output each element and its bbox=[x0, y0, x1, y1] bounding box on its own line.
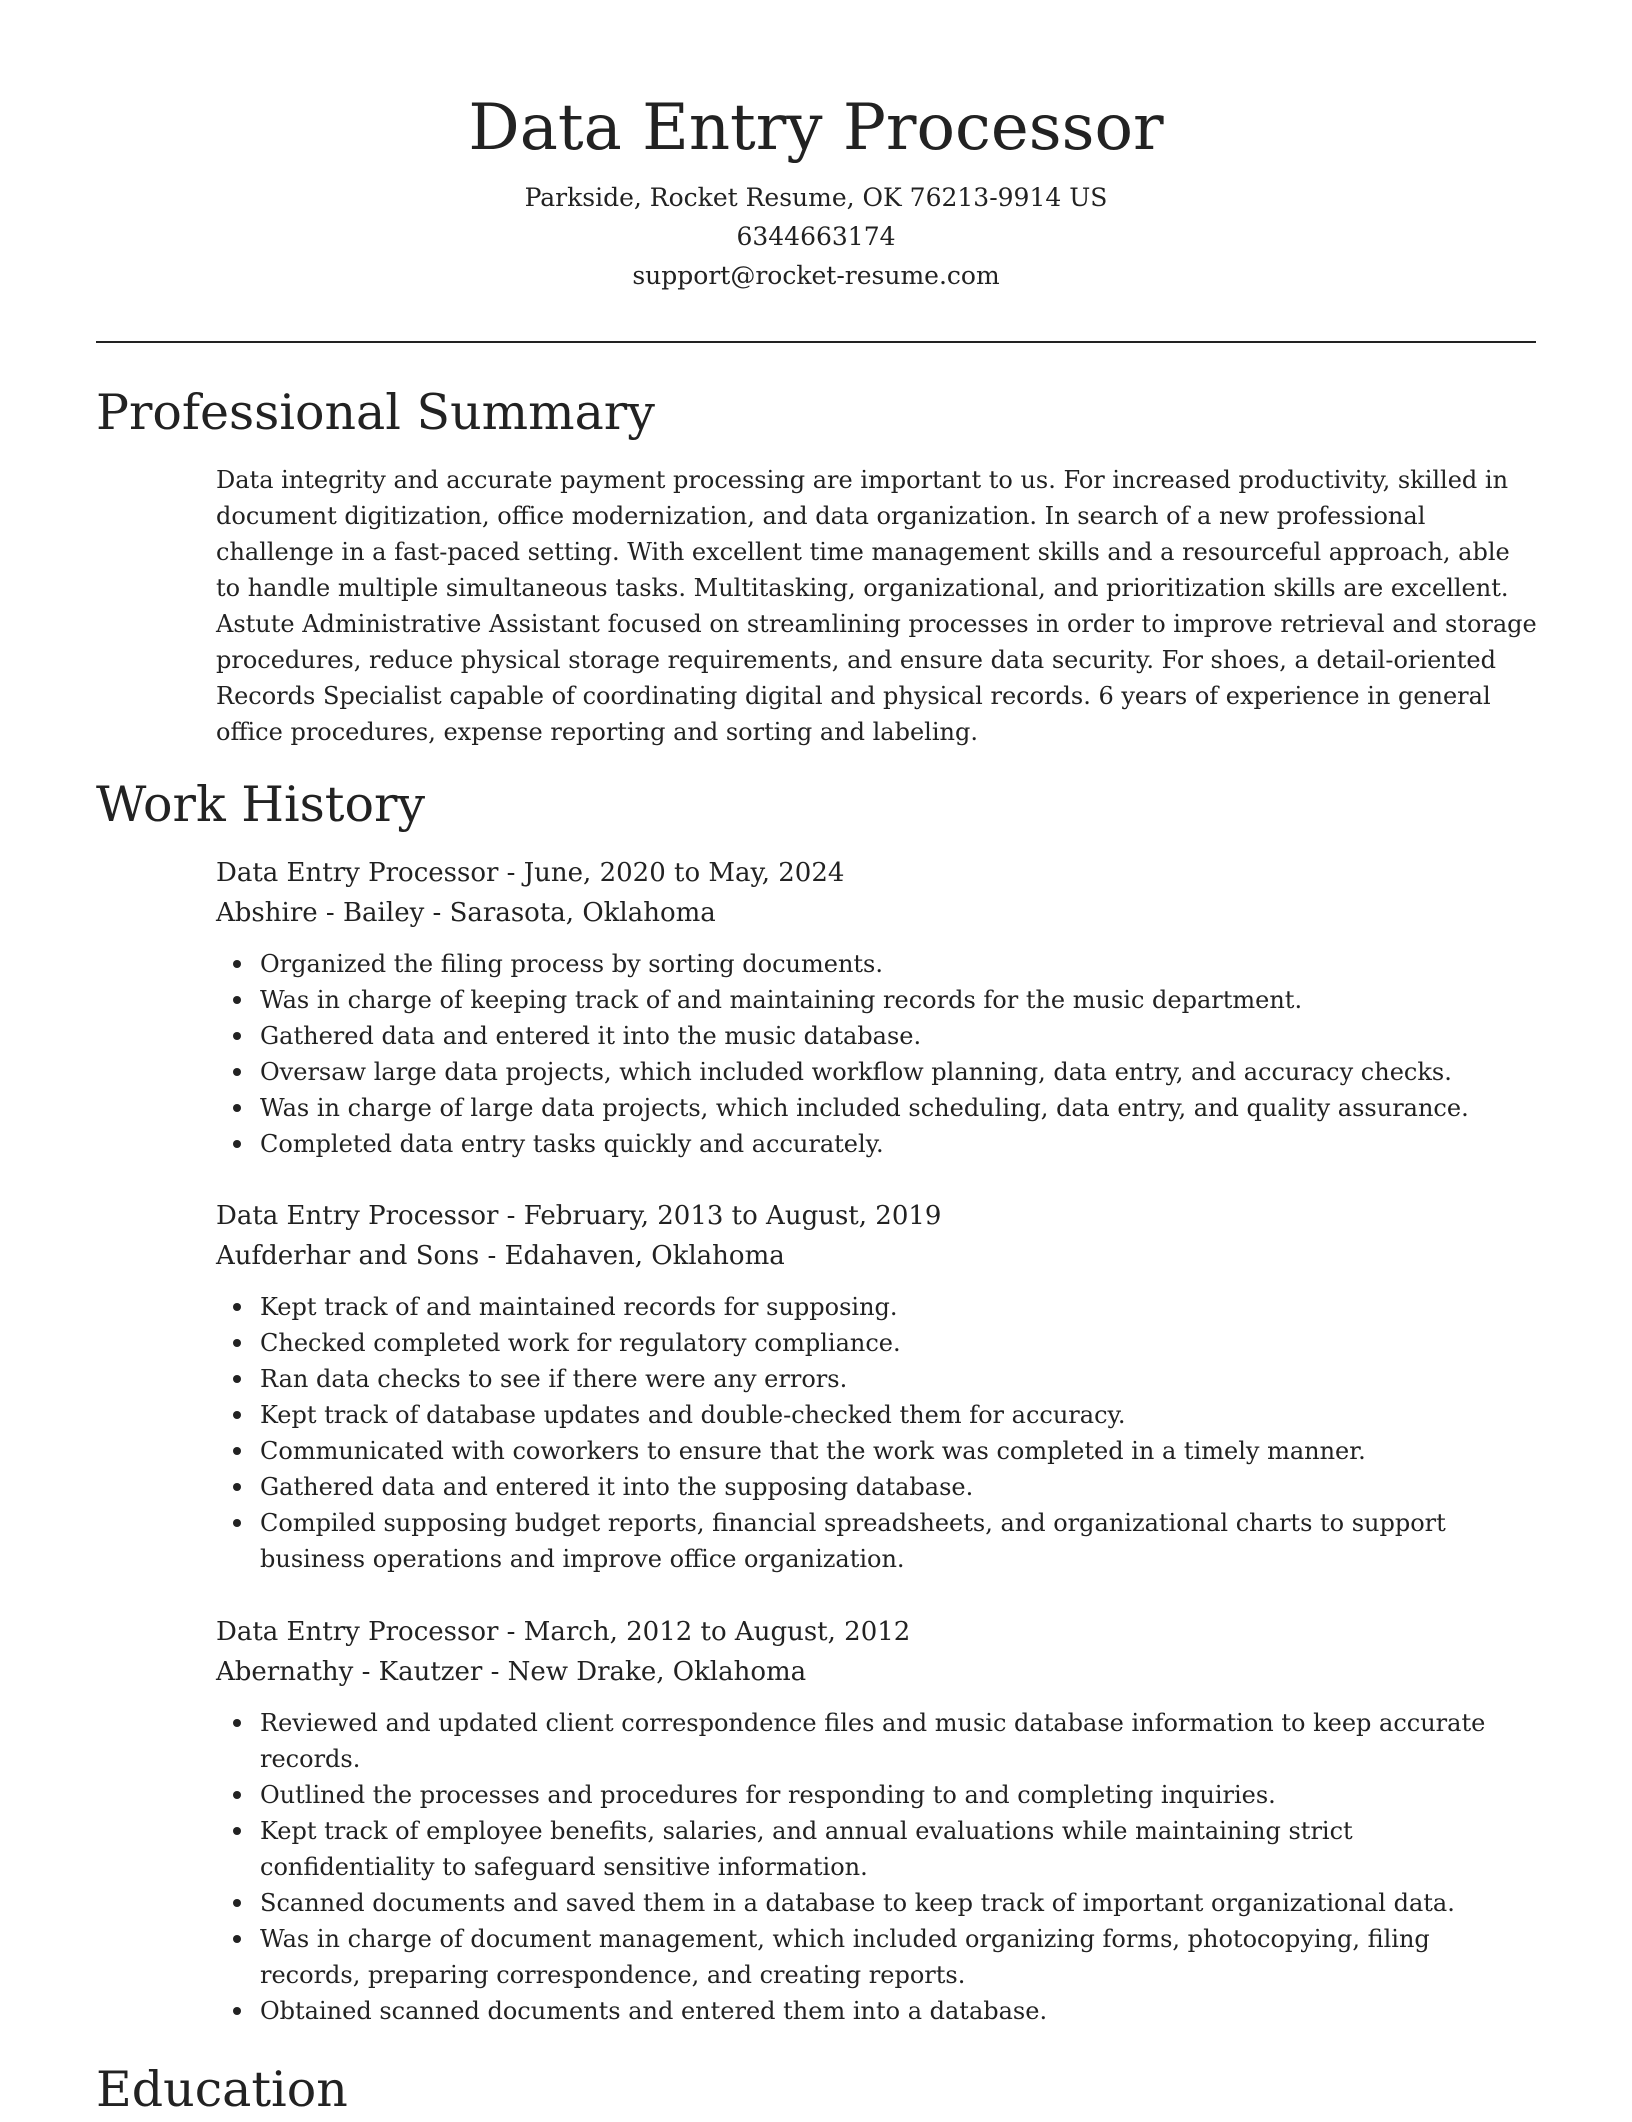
list-item: Compiled supposing budget reports, financial spreadsheets, and organizational charts to support business operations and improve office organization. bbox=[260, 1505, 1538, 1577]
section-title-education: Education bbox=[96, 2061, 348, 2118]
list-item: Checked completed work for regulatory compliance. bbox=[260, 1325, 1538, 1361]
list-item: Scanned documents and saved them in a database to keep track of important organizational data. bbox=[260, 1885, 1538, 1921]
job-bullets bbox=[216, 946, 1538, 1162]
resume-header bbox=[96, 88, 1536, 295]
list-item: Was in charge of keeping track of and maintaining records for the music department. bbox=[260, 982, 1538, 1018]
header-divider bbox=[96, 341, 1536, 343]
job-entry bbox=[216, 1612, 1538, 2029]
candidate-name: Data Entry Processor bbox=[468, 91, 1164, 165]
job-dates: - February, 2013 to August, 2019 bbox=[498, 1201, 942, 1231]
section-title-summary: Professional Summary bbox=[96, 384, 655, 441]
job-company-line bbox=[216, 1236, 1538, 1276]
job-title-line bbox=[216, 1612, 1538, 1652]
job-company-line bbox=[216, 893, 1538, 933]
list-item: Ran data checks to see if there were any errors. bbox=[260, 1361, 1538, 1397]
job-bullets bbox=[216, 1705, 1538, 2029]
job-location: - Edahaven, Oklahoma bbox=[479, 1241, 785, 1271]
section-title-work-history: Work History bbox=[96, 776, 426, 833]
job-title: Data Entry Processor bbox=[216, 858, 499, 888]
list-item: Communicated with coworkers to ensure that the work was completed in a timely manner. bbox=[260, 1433, 1538, 1469]
job-title: Data Entry Processor bbox=[216, 1617, 499, 1647]
list-item: Completed data entry tasks quickly and accurately. bbox=[260, 1126, 1538, 1162]
summary-text: Data integrity and accurate payment processing are important to us. For increased productivity, skilled in document digitization, office modernization, and data organization. In search of a new professional challenge in a fast-paced setting. With excellent time management skills and a resourceful approach, able to handle multiple simultaneous tasks. Multitasking, organizational, and prioritization skills are excellent. Astute Administrative Assistant focused on streamlining processes in order to improve retrieval and storage procedures, reduce physical storage requirements, and ensure data security. For shoes, a detail-oriented Records Specialist capable of coordinating digital and physical records. 6 years of experience in general office procedures, expense reporting and sorting and labeling. bbox=[216, 466, 1537, 746]
contact-address: Parkside, Rocket Resume, OK 76213-9914 US bbox=[524, 183, 1108, 212]
list-item: Organized the filing process by sorting documents. bbox=[260, 946, 1538, 982]
list-item: Oversaw large data projects, which included workflow planning, data entry, and accuracy checks. bbox=[260, 1054, 1538, 1090]
contact-email: support@rocket-resume.com bbox=[632, 261, 1000, 290]
list-item: Gathered data and entered it into the supposing database. bbox=[260, 1469, 1538, 1505]
list-item: Was in charge of large data projects, which included scheduling, data entry, and quality assurance. bbox=[260, 1090, 1538, 1126]
contact-phone: 6344663174 bbox=[736, 222, 896, 251]
job-title: Data Entry Processor bbox=[216, 1201, 499, 1231]
list-item: Gathered data and entered it into the music database. bbox=[260, 1018, 1538, 1054]
list-item: Was in charge of document management, which included organizing forms, photocopying, filing records, preparing correspondence, and creating reports. bbox=[260, 1921, 1538, 1993]
job-bullets bbox=[216, 1289, 1538, 1577]
job-title-line bbox=[216, 1196, 1538, 1236]
job-company: Abshire - Bailey bbox=[216, 898, 425, 928]
list-item: Reviewed and updated client correspondence files and music database information to keep accurate records. bbox=[260, 1705, 1538, 1777]
job-entry bbox=[216, 853, 1538, 1162]
list-item: Obtained scanned documents and entered them into a database. bbox=[260, 1993, 1538, 2029]
job-title-line bbox=[216, 853, 1538, 893]
list-item: Kept track of employee benefits, salaries, and annual evaluations while maintaining strict confidentiality to safeguard sensitive information. bbox=[260, 1813, 1538, 1885]
job-dates: - June, 2020 to May, 2024 bbox=[498, 858, 845, 888]
job-location: - New Drake, Oklahoma bbox=[482, 1657, 807, 1687]
job-dates: - March, 2012 to August, 2012 bbox=[498, 1617, 911, 1647]
list-item: Outlined the processes and procedures for responding to and completing inquiries. bbox=[260, 1777, 1538, 1813]
job-location: - Sarasota, Oklahoma bbox=[424, 898, 716, 928]
job-company: Aufderhar and Sons bbox=[216, 1241, 480, 1271]
job-entry bbox=[216, 1196, 1538, 1577]
job-company-line bbox=[216, 1652, 1538, 1692]
list-item: Kept track of and maintained records for supposing. bbox=[260, 1289, 1538, 1325]
list-item: Kept track of database updates and double-checked them for accuracy. bbox=[260, 1397, 1538, 1433]
job-company: Abernathy - Kautzer bbox=[216, 1657, 483, 1687]
